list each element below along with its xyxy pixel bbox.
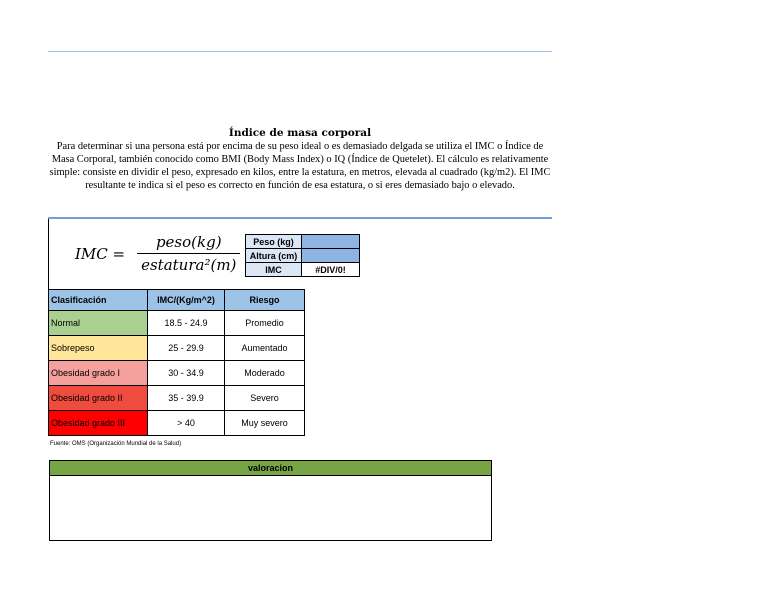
- formula-fraction: [137, 233, 240, 274]
- class-risk: Moderado: [225, 361, 305, 386]
- class-range: > 40: [148, 411, 225, 436]
- table-row: [49, 386, 305, 411]
- header-risk: Riesgo: [225, 290, 305, 311]
- header-classification: Clasificación: [49, 290, 148, 311]
- table-row: [49, 311, 305, 336]
- class-name: Normal: [49, 311, 148, 336]
- class-risk: Promedio: [225, 311, 305, 336]
- input-row-height: [246, 249, 360, 263]
- class-range: 25 - 29.9: [148, 336, 225, 361]
- top-rule: [48, 51, 552, 52]
- formula-denominator: estatura²(m): [141, 256, 237, 274]
- classification-table: [48, 289, 305, 436]
- table-row: [49, 336, 305, 361]
- formula-lhs: IMC =: [75, 244, 126, 263]
- source-note: Fuente: OMS (Organización Mundial de la Salud): [50, 441, 182, 447]
- input-row-imc: [246, 263, 360, 277]
- table-header-row: [49, 290, 305, 311]
- class-name: Obesidad grado I: [49, 361, 148, 386]
- valoracion-box: [49, 460, 492, 541]
- weight-label: Peso (kg): [246, 235, 302, 249]
- height-input[interactable]: [302, 249, 360, 263]
- table-row: [49, 411, 305, 436]
- imc-label: IMC: [246, 263, 302, 277]
- height-label: Altura (cm): [246, 249, 302, 263]
- class-name: Sobrepeso: [49, 336, 148, 361]
- class-name: Obesidad grado III: [49, 411, 148, 436]
- class-range: 18.5 - 24.9: [148, 311, 225, 336]
- class-risk: Aumentado: [225, 336, 305, 361]
- table-row: [49, 361, 305, 386]
- valoracion-header: valoracion: [50, 461, 491, 476]
- class-range: 35 - 39.9: [148, 386, 225, 411]
- formula-box: [48, 219, 245, 289]
- bmi-formula: [75, 233, 240, 274]
- formula-numerator: peso(kg): [155, 233, 222, 251]
- description-text: Para determinar si una persona está por encima de su peso ideal o es demasiado delgada se utiliza el IMC o Índice de Masa Corporal, también conocido como BMI (Body Mass Index) o IQ (Índice de Quetelet). El cálculo es relativamente simple: consiste en dividir el peso, expresado en kilos, entre la estatura, en metros, elevada al cuadrado (kg/m2). El IMC resultante te indica si el peso es correcto en función de esa estatura, o si eres demasiado bajo o elevado.: [49, 141, 551, 191]
- input-row-weight: [246, 235, 360, 249]
- header-imc: IMC/(Kg/m^2): [148, 290, 225, 311]
- class-risk: Severo: [225, 386, 305, 411]
- imc-result: #DIV/0!: [302, 263, 360, 277]
- class-risk: Muy severo: [225, 411, 305, 436]
- class-name: Obesidad grado II: [49, 386, 148, 411]
- class-range: 30 - 34.9: [148, 361, 225, 386]
- weight-input[interactable]: [302, 235, 360, 249]
- input-table: [245, 234, 360, 277]
- page-title: Índice de masa corporal: [228, 127, 372, 139]
